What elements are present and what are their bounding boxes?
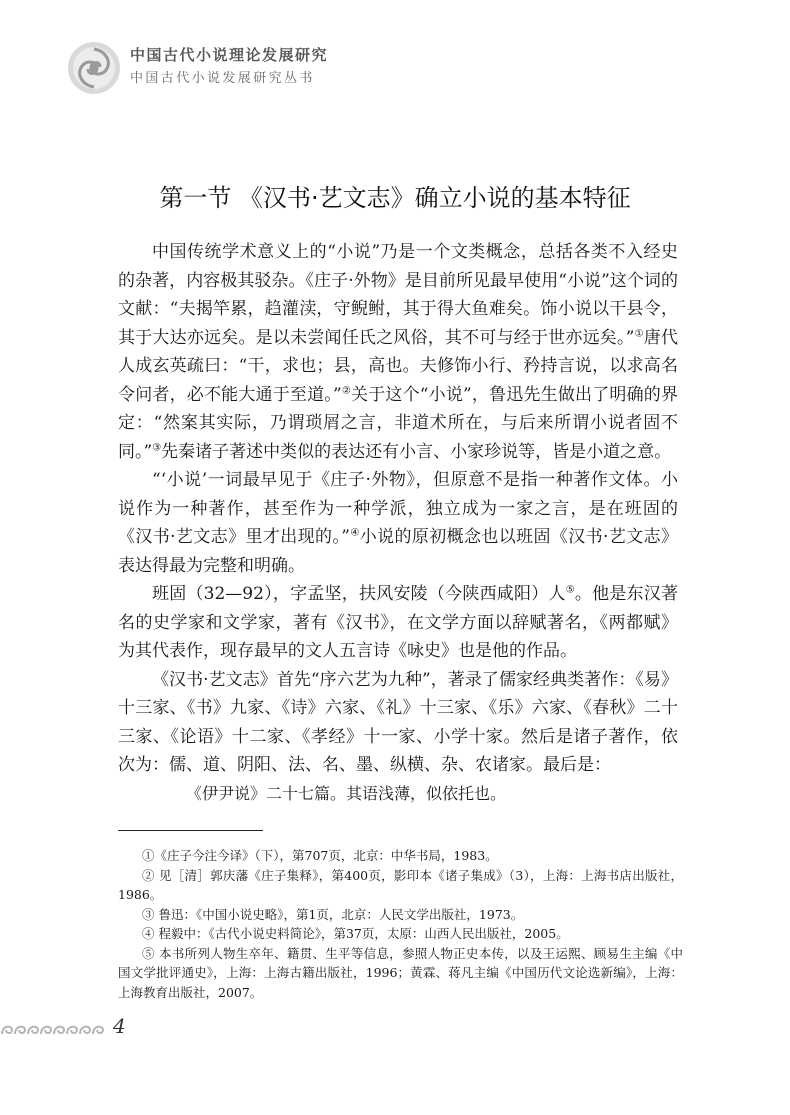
footnote-ref-4[interactable]: ④ (349, 527, 360, 539)
footnote-ref-5[interactable]: ⑤ (565, 584, 575, 596)
page-footer (0, 1012, 160, 1042)
footnote-3: ③ 鲁迅：《中国小说史略》，第1页，北京：人民文学出版社，1973。 (142, 906, 524, 922)
footnote-4: ④ 程毅中：《古代小说史料简论》，第37页，太原：山西人民出版社，2005。 (142, 926, 569, 941)
page-header (66, 38, 426, 98)
main-text (118, 238, 678, 808)
section-title: 第一节 《汉书·艺文志》确立小说的基本特征 (159, 184, 631, 212)
paragraph-4: 《汉书·艺文志》首先“序六艺为九种”，著录了儒家经典类著作：《易》十三家、《书》九家、《诗》六家、《礼》十三家、《乐》六家、《春秋》二十三家、《论语》十二家、《孝经》十一家、小学十家。然后是诸子著作，依次为：儒、道、阴阳、法、名、墨、纵横、杂、农诸家。最后是： (118, 669, 678, 775)
paragraph-3 (118, 580, 678, 666)
block-quote: 《伊尹说》二十七篇。其语浅薄，似依托也。 (186, 783, 507, 803)
series-subtitle: 中国古代小说发展研究丛书 (130, 71, 315, 86)
footnote-ref-2[interactable]: ② (341, 384, 351, 396)
paragraph-text: 班固（32—92），字孟坚，扶风安陵（今陕西咸阳）人 (152, 584, 566, 604)
paragraph-1 (118, 238, 678, 466)
paragraph-text: 中国传统学术意义上的“小说”乃是一个文类概念，总括各类不入经史的杂著，内容极其驳杂。《庄子·外物》是目前所见最早使用“小说”这个词的文献：“夫揭竿累，趋灌渎，守鲵鲋，其于得大鱼难矣。饰小说以干县令，其于大达亦远矣。是以未尝闻任氏之风俗，其不可与经于世亦远矣。” (118, 242, 678, 348)
paragraph-text: “‘小说’一词最早见于《庄子·外物》，但原意不是指一种著作文体。小说作为一种著作，甚至作为一种学派，独立成为一家之言，是在班固的《汉书·艺文志》里才出现的。” (118, 470, 678, 547)
footnote-ref-3[interactable]: ③ (152, 441, 162, 453)
series-title: 中国古代小说理论发展研究 (130, 46, 329, 64)
footnote-ref-1[interactable]: ① (634, 327, 644, 339)
paragraph-2 (118, 466, 678, 580)
swirl-ornament-icon (66, 40, 122, 96)
paragraph-text: 。他是东汉著名的史学家和文学家，著有《汉书》，在文学方面以辞赋著名，《两都赋》为其代表作，现存最早的文人五言诗《咏史》也是他的作品。 (118, 584, 679, 661)
paragraph-text: 关于这个“小说”，鲁迅先生做出了明确的界定：“然案其实际，乃谓琐屑之言，非道术所在，与后来所谓小说者固不同。” (118, 384, 678, 462)
footnote-5: ⑤ 本书所列人物生卒年、籍贯、生平等信息，参照人物正史本传，以及王运熙、顾易生主编《中国文学批评通史》，上海：上海古籍出版社，1996；黄霖、蒋凡主编《中国历代文论选新编》，上海：上海教育出版社，2007。 (118, 945, 683, 1000)
paragraph-text: 小说的原初概念也以班固《汉书·艺文志》表达得最为完整和明确。 (118, 527, 678, 576)
footnote-divider (118, 830, 263, 831)
footnote-1: ①《庄子今注今译》（下），第707页，北京：中华书局，1983。 (142, 848, 498, 863)
footnotes (118, 846, 683, 1002)
paragraph-text: 先秦诸子著述中类似的表达还有小言、小家珍说等，皆是小道之意。 (161, 441, 672, 462)
footnote-2: ② 见［清］郭庆藩《庄子集释》，第400页，影印本《诸子集成》（3），上海：上海书店出版社，1986。 (118, 867, 683, 902)
scroll-ornament-icon (0, 1022, 104, 1036)
paragraph-text: 唐代人成玄英疏曰：“干，求也；县，高也。夫修饰小行、矜持言说，以求高名令问者，必不能大通于至道。” (118, 327, 679, 405)
page-number: 4 (113, 1014, 126, 1038)
